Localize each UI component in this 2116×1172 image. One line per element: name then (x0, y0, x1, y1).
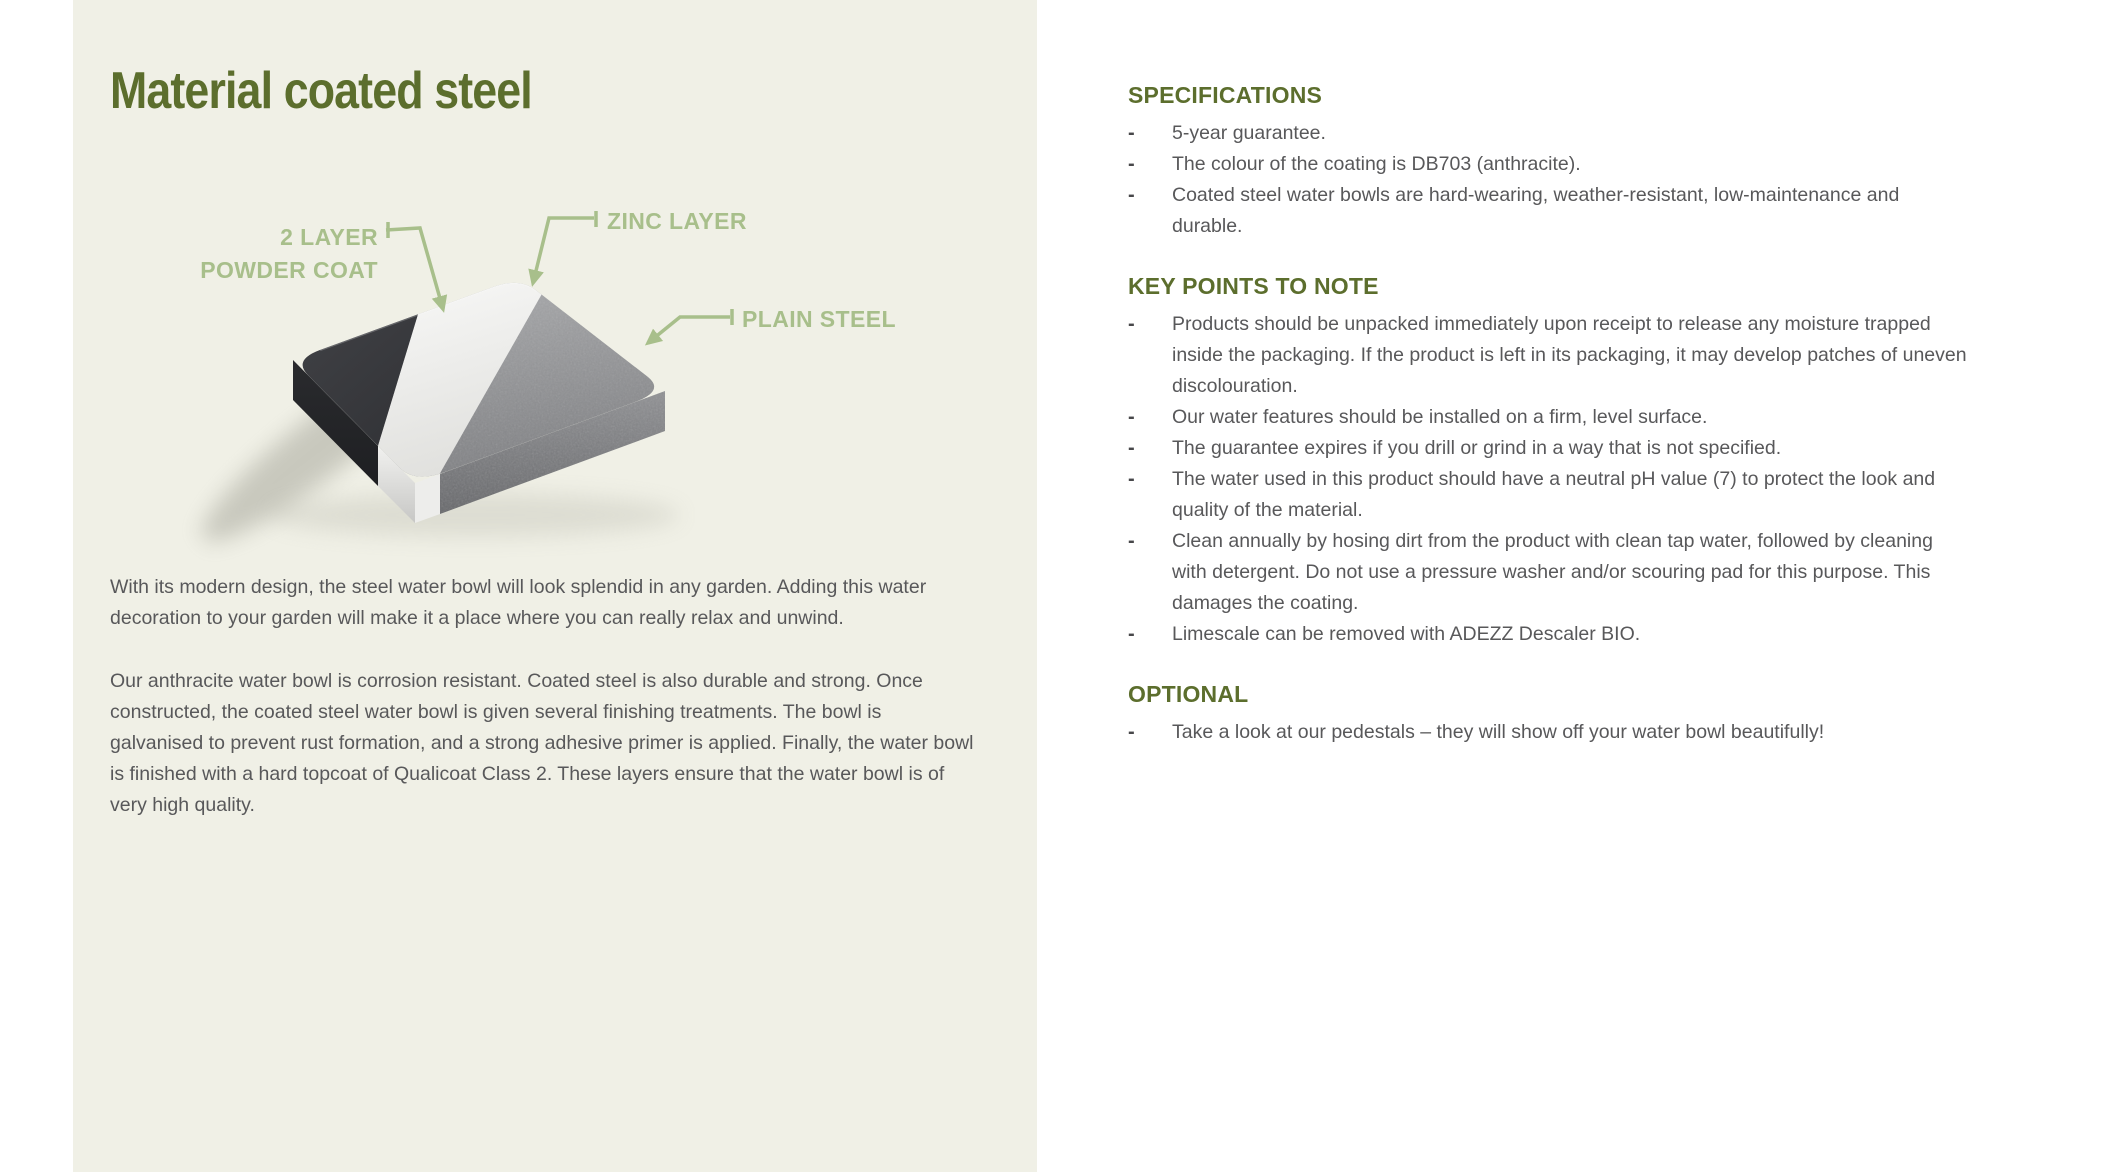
material-diagram (180, 195, 920, 580)
list-item: - Clean annually by hosing dirt from the product with clean tap water, followed by cleaning with detergent. Do not use a pressure washer and/or scouring pad for this purpose. This damages the coating. (1128, 526, 1978, 619)
key-points-list (1128, 309, 1978, 650)
section-optional (1128, 682, 2038, 748)
bullet-dash: - (1128, 721, 1135, 743)
list-item: - Products should be unpacked immediately upon receipt to release any moisture trapped inside the packaging. If the product is left in its packaging, it may develop patches of uneven discolouration. (1128, 309, 1978, 402)
bullet-dash: - (1128, 623, 1135, 645)
list-item: - The water used in this product should have a neutral pH value (7) to protect the look and quality of the material. (1128, 464, 1978, 526)
bullet-dash: - (1128, 406, 1135, 428)
page-title: Material coated steel (110, 62, 532, 120)
label-powder-coat-line2: POWDER COAT (200, 257, 378, 283)
section-heading-optional: OPTIONAL (1128, 681, 1249, 707)
section-heading-specifications: SPECIFICATIONS (1128, 82, 1323, 108)
bullet-dash: - (1128, 122, 1135, 144)
powder-coat-callout-line (386, 228, 443, 309)
bullet-dash: - (1128, 437, 1135, 459)
bullet-dash: - (1128, 313, 1135, 335)
bullet-dash: - (1128, 530, 1135, 552)
right-column (1128, 0, 2038, 780)
left-panel (73, 0, 1037, 1172)
specifications-list (1128, 118, 1978, 242)
list-item: - 5-year guarantee. (1128, 118, 1978, 149)
plain-steel-callout-line (648, 317, 730, 343)
list-item: - Take a look at our pedestals – they will show off your water bowl beautifully! (1128, 717, 1978, 748)
section-key-points (1128, 274, 2038, 650)
list-item: - Coated steel water bowls are hard-wearing, weather-resistant, low-maintenance and durable. (1128, 180, 1978, 242)
zinc-layer-callout-line (533, 218, 594, 283)
label-plain-steel: PLAIN STEEL (742, 306, 896, 332)
optional-list (1128, 717, 1978, 748)
list-item: - Limescale can be removed with ADEZZ Descaler BIO. (1128, 619, 1978, 650)
list-item: - Our water features should be installed on a firm, level surface. (1128, 402, 1978, 433)
label-powder-coat (180, 221, 378, 287)
bullet-dash: - (1128, 184, 1135, 206)
bullet-dash: - (1128, 153, 1135, 175)
body-copy (110, 572, 976, 821)
paragraph-detail: Our anthracite water bowl is corrosion resistant. Coated steel is also durable and strong. Once constructed, the coated steel water bowl is given several finishing treatments. The bowl is galvanised to prevent rust formation, and a strong adhesive primer is applied. Finally, the water bowl is finished with a hard topcoat of Qualicoat Class 2. These layers ensure that the water bowl is of very high quality. (110, 670, 974, 816)
bullet-dash: - (1128, 468, 1135, 490)
section-heading-key-points: KEY POINTS TO NOTE (1128, 273, 1379, 299)
label-powder-coat-line1: 2 LAYER (280, 224, 378, 250)
section-specifications (1128, 83, 2038, 242)
label-zinc-layer: ZINC LAYER (607, 208, 747, 234)
list-item: - The colour of the coating is DB703 (anthracite). (1128, 149, 1978, 180)
list-item: - The guarantee expires if you drill or grind in a way that is not specified. (1128, 433, 1978, 464)
paragraph-intro: With its modern design, the steel water bowl will look splendid in any garden. Adding this water decoration to your garden will make it a place where you can really relax and unwind. (110, 576, 927, 629)
